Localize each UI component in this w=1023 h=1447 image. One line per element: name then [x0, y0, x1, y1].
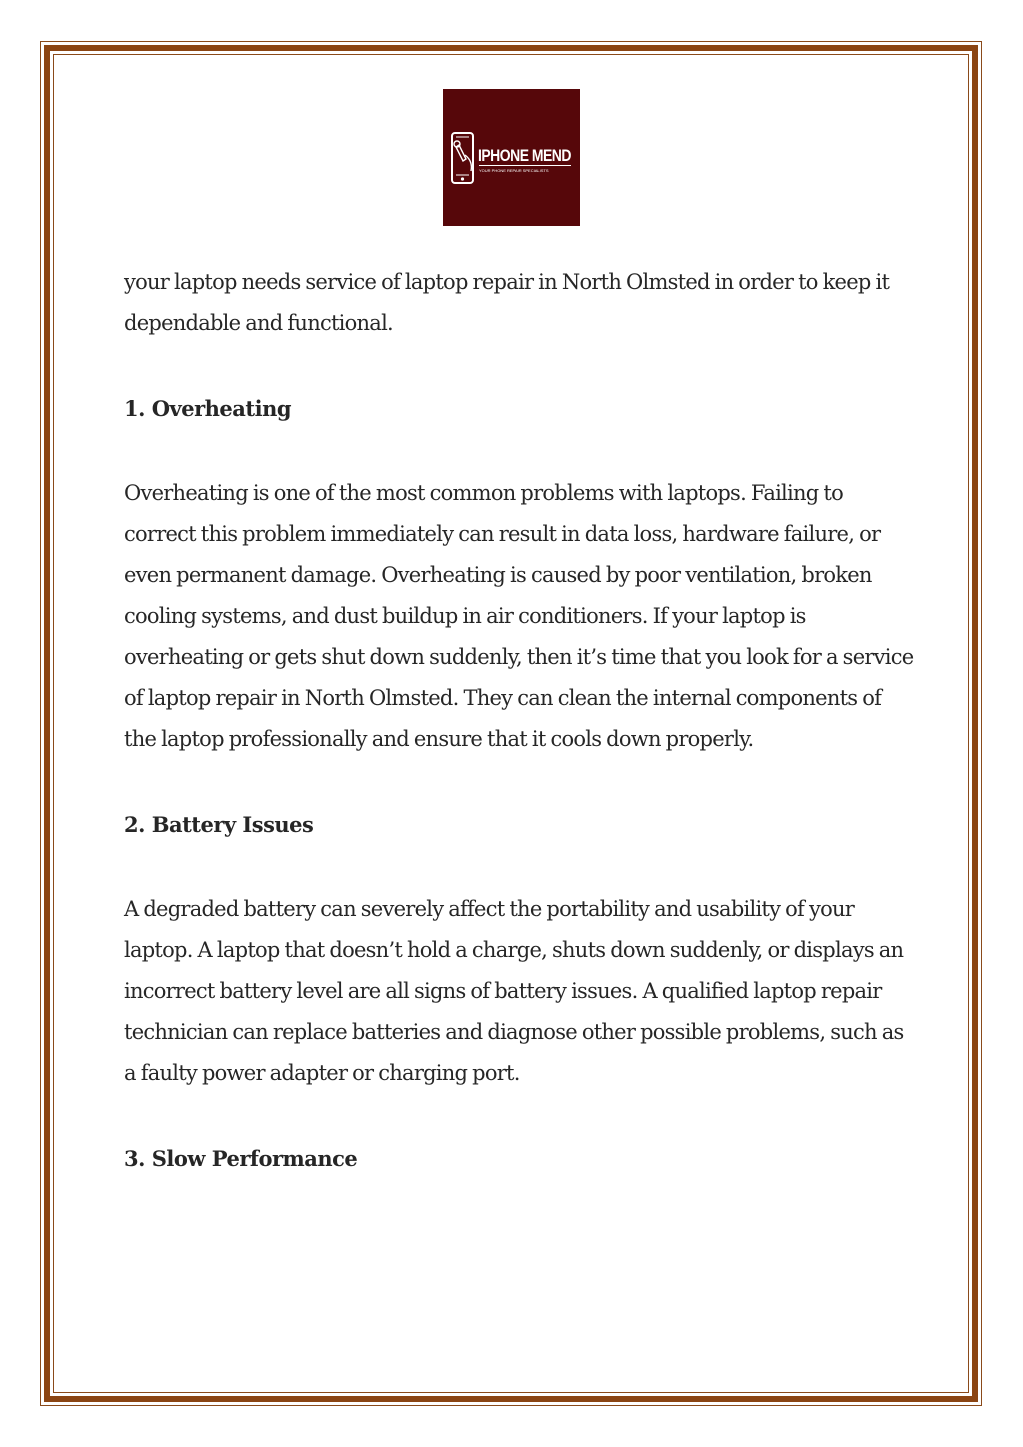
section-heading-battery-issues: 2. Battery Issues: [124, 812, 314, 837]
logo-tagline: YOUR PHONE REPAIR SPECIALISTS: [479, 168, 549, 173]
section-heading-slow-performance: 3. Slow Performance: [124, 1146, 358, 1171]
document-body: [124, 262, 914, 1179]
intro-paragraph: your laptop needs service of laptop repair in North Olmsted in order to keep it dependable and functional.: [124, 270, 890, 335]
section-heading-overheating: 1. Overheating: [124, 396, 292, 421]
logo-name: IPHONE MEND: [478, 146, 571, 165]
logo-divider: [479, 165, 571, 166]
section-body-overheating: Overheating is one of the most common problems with laptops. Failing to correct this problem immediately can result in data loss, hardware failure, or even permanent damage. Overheating is caused by poor ventilation, broken cooling systems, and dust buildup in air conditioners. If your laptop is overheating or gets shut down suddenly, then it’s time that you look for a service of laptop repair in North Olmsted. They can clean the internal components of the laptop professionally and ensure that it cools down properly.: [124, 481, 914, 751]
section-body-battery-issues: A degraded battery can severely affect the portability and usability of your laptop. A laptop that doesn’t hold a charge, shuts down suddenly, or displays an incorrect battery level are all signs of battery issues. A qualified laptop repair technician can replace batteries and diagnose other possible problems, such as a faulty power adapter or charging port.: [124, 897, 904, 1085]
logo: [443, 89, 580, 226]
